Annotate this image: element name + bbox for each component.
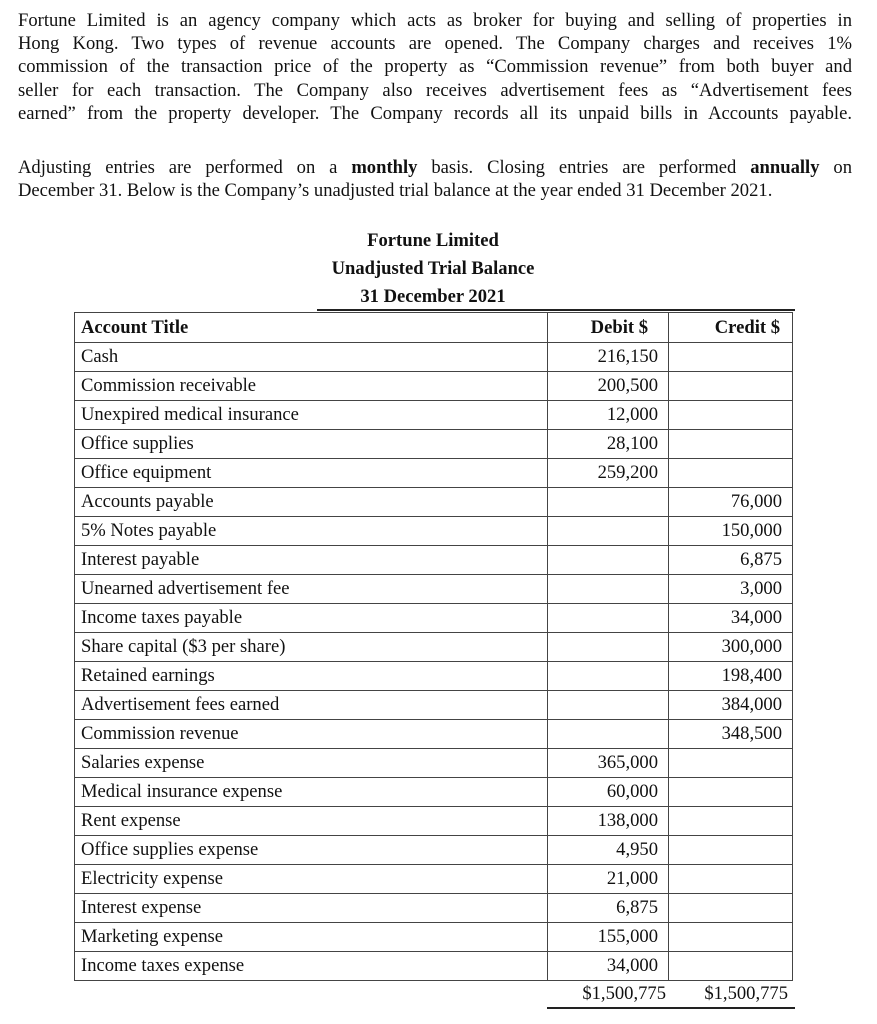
- table-row: [75, 575, 793, 604]
- table-row: [75, 778, 793, 807]
- cell-account: Medical insurance expense: [75, 778, 548, 807]
- cell-debit: 155,000: [548, 923, 669, 952]
- cell-credit: [669, 401, 793, 430]
- text-run: Adjusting entries are performed on a: [18, 157, 352, 178]
- header-credit: Credit $: [669, 313, 793, 343]
- cell-account: 5% Notes payable: [75, 517, 548, 546]
- table-row: [75, 894, 793, 923]
- intro-line: commission of the transaction price of the property as “Commission revenue” from both buyer and: [18, 56, 852, 78]
- cell-debit: [548, 488, 669, 517]
- cell-account: Commission revenue: [75, 720, 548, 749]
- cell-credit: 300,000: [669, 633, 793, 662]
- intro-line: seller for each transaction. The Company also receives advertisement fees as “Advertisement fees: [18, 79, 852, 101]
- cell-account: Rent expense: [75, 807, 548, 836]
- cell-debit: [548, 662, 669, 691]
- header-account-title: Account Title: [75, 313, 548, 343]
- table-row: [75, 546, 793, 575]
- cell-account: Retained earnings: [75, 662, 548, 691]
- cell-account: Income taxes payable: [75, 604, 548, 633]
- cell-credit: [669, 923, 793, 952]
- cell-account: Interest expense: [75, 894, 548, 923]
- cell-debit: [548, 604, 669, 633]
- cell-debit: [548, 633, 669, 662]
- cell-account: Share capital ($3 per share): [75, 633, 548, 662]
- cell-debit: 259,200: [548, 459, 669, 488]
- cell-account: Salaries expense: [75, 749, 548, 778]
- cell-credit: 76,000: [669, 488, 793, 517]
- cell-credit: 6,875: [669, 546, 793, 575]
- cell-credit: [669, 836, 793, 865]
- table-row: [75, 662, 793, 691]
- cell-account: Accounts payable: [75, 488, 548, 517]
- total-credit: $1,500,775: [704, 983, 788, 1004]
- cell-account: Office supplies expense: [75, 836, 548, 865]
- cell-credit: 348,500: [669, 720, 793, 749]
- cell-debit: 21,000: [548, 865, 669, 894]
- cell-account: Unexpired medical insurance: [75, 401, 548, 430]
- table-row: [75, 372, 793, 401]
- emphasis-annually: annually: [750, 157, 820, 178]
- cell-debit: [548, 546, 669, 575]
- cell-debit: 12,000: [548, 401, 669, 430]
- table-row: [75, 604, 793, 633]
- totals-underline: [547, 1007, 795, 1009]
- intro-line: earned” from the property developer. The Company records all its unpaid bills in Accounts payable.: [18, 102, 852, 124]
- cell-account: Office supplies: [75, 430, 548, 459]
- cell-account: Cash: [75, 343, 548, 372]
- cell-debit: 138,000: [548, 807, 669, 836]
- cell-debit: [548, 720, 669, 749]
- cell-credit: [669, 865, 793, 894]
- cell-credit: [669, 894, 793, 923]
- cell-debit: 200,500: [548, 372, 669, 401]
- cell-debit: 60,000: [548, 778, 669, 807]
- cell-account: Marketing expense: [75, 923, 548, 952]
- cell-debit: [548, 575, 669, 604]
- table-row: [75, 691, 793, 720]
- total-debit: $1,500,775: [582, 983, 666, 1004]
- trial-balance-table: [74, 312, 793, 981]
- cell-account: Interest payable: [75, 546, 548, 575]
- text-run: on: [819, 157, 852, 178]
- cell-debit: 34,000: [548, 952, 669, 981]
- cell-account: Electricity expense: [75, 865, 548, 894]
- intro-line: [18, 156, 852, 179]
- cell-debit: [548, 517, 669, 546]
- emphasis-monthly: monthly: [351, 157, 418, 178]
- intro-line: Fortune Limited is an agency company which acts as broker for buying and selling of properties in: [18, 10, 852, 31]
- table-header-row: [75, 313, 793, 343]
- text-run: basis. Closing entries are performed: [417, 157, 751, 178]
- table-row: [75, 749, 793, 778]
- cell-credit: [669, 778, 793, 807]
- table-row: [75, 720, 793, 749]
- table-row: [75, 459, 793, 488]
- cell-credit: [669, 459, 793, 488]
- cell-account: Commission receivable: [75, 372, 548, 401]
- cell-credit: [669, 372, 793, 401]
- table-row: [75, 865, 793, 894]
- cell-credit: 34,000: [669, 604, 793, 633]
- cell-debit: 365,000: [548, 749, 669, 778]
- cell-credit: 384,000: [669, 691, 793, 720]
- intro-line: December 31. Below is the Company’s unadjusted trial balance at the year ended 31 December 2021.: [18, 180, 773, 202]
- table-row: [75, 952, 793, 981]
- cell-credit: [669, 807, 793, 836]
- table-row: [75, 401, 793, 430]
- table-row: [75, 923, 793, 952]
- cell-debit: 216,150: [548, 343, 669, 372]
- cell-account: Advertisement fees earned: [75, 691, 548, 720]
- company-name: Fortune Limited: [367, 230, 499, 251]
- cell-debit: 6,875: [548, 894, 669, 923]
- cell-credit: [669, 343, 793, 372]
- intro-paragraph-1: [18, 9, 852, 125]
- intro-paragraph-2: [18, 156, 852, 202]
- table-row: [75, 836, 793, 865]
- table-row: [75, 488, 793, 517]
- cell-credit: 3,000: [669, 575, 793, 604]
- table-row: [75, 633, 793, 662]
- cell-debit: [548, 691, 669, 720]
- cell-credit: [669, 952, 793, 981]
- cell-credit: [669, 749, 793, 778]
- statement-name: Unadjusted Trial Balance: [331, 258, 535, 279]
- heading-rule: [317, 309, 795, 311]
- statement-date: 31 December 2021: [360, 286, 506, 307]
- intro-line: Hong Kong. Two types of revenue accounts are opened. The Company charges and receives 1%: [18, 33, 852, 55]
- header-debit: Debit $: [548, 313, 669, 343]
- table-row: [75, 343, 793, 372]
- cell-account: Office equipment: [75, 459, 548, 488]
- table-row: [75, 807, 793, 836]
- cell-credit: 150,000: [669, 517, 793, 546]
- table-row: [75, 430, 793, 459]
- cell-account: Income taxes expense: [75, 952, 548, 981]
- cell-account: Unearned advertisement fee: [75, 575, 548, 604]
- table-row: [75, 517, 793, 546]
- cell-debit: 4,950: [548, 836, 669, 865]
- cell-credit: [669, 430, 793, 459]
- cell-debit: 28,100: [548, 430, 669, 459]
- cell-credit: 198,400: [669, 662, 793, 691]
